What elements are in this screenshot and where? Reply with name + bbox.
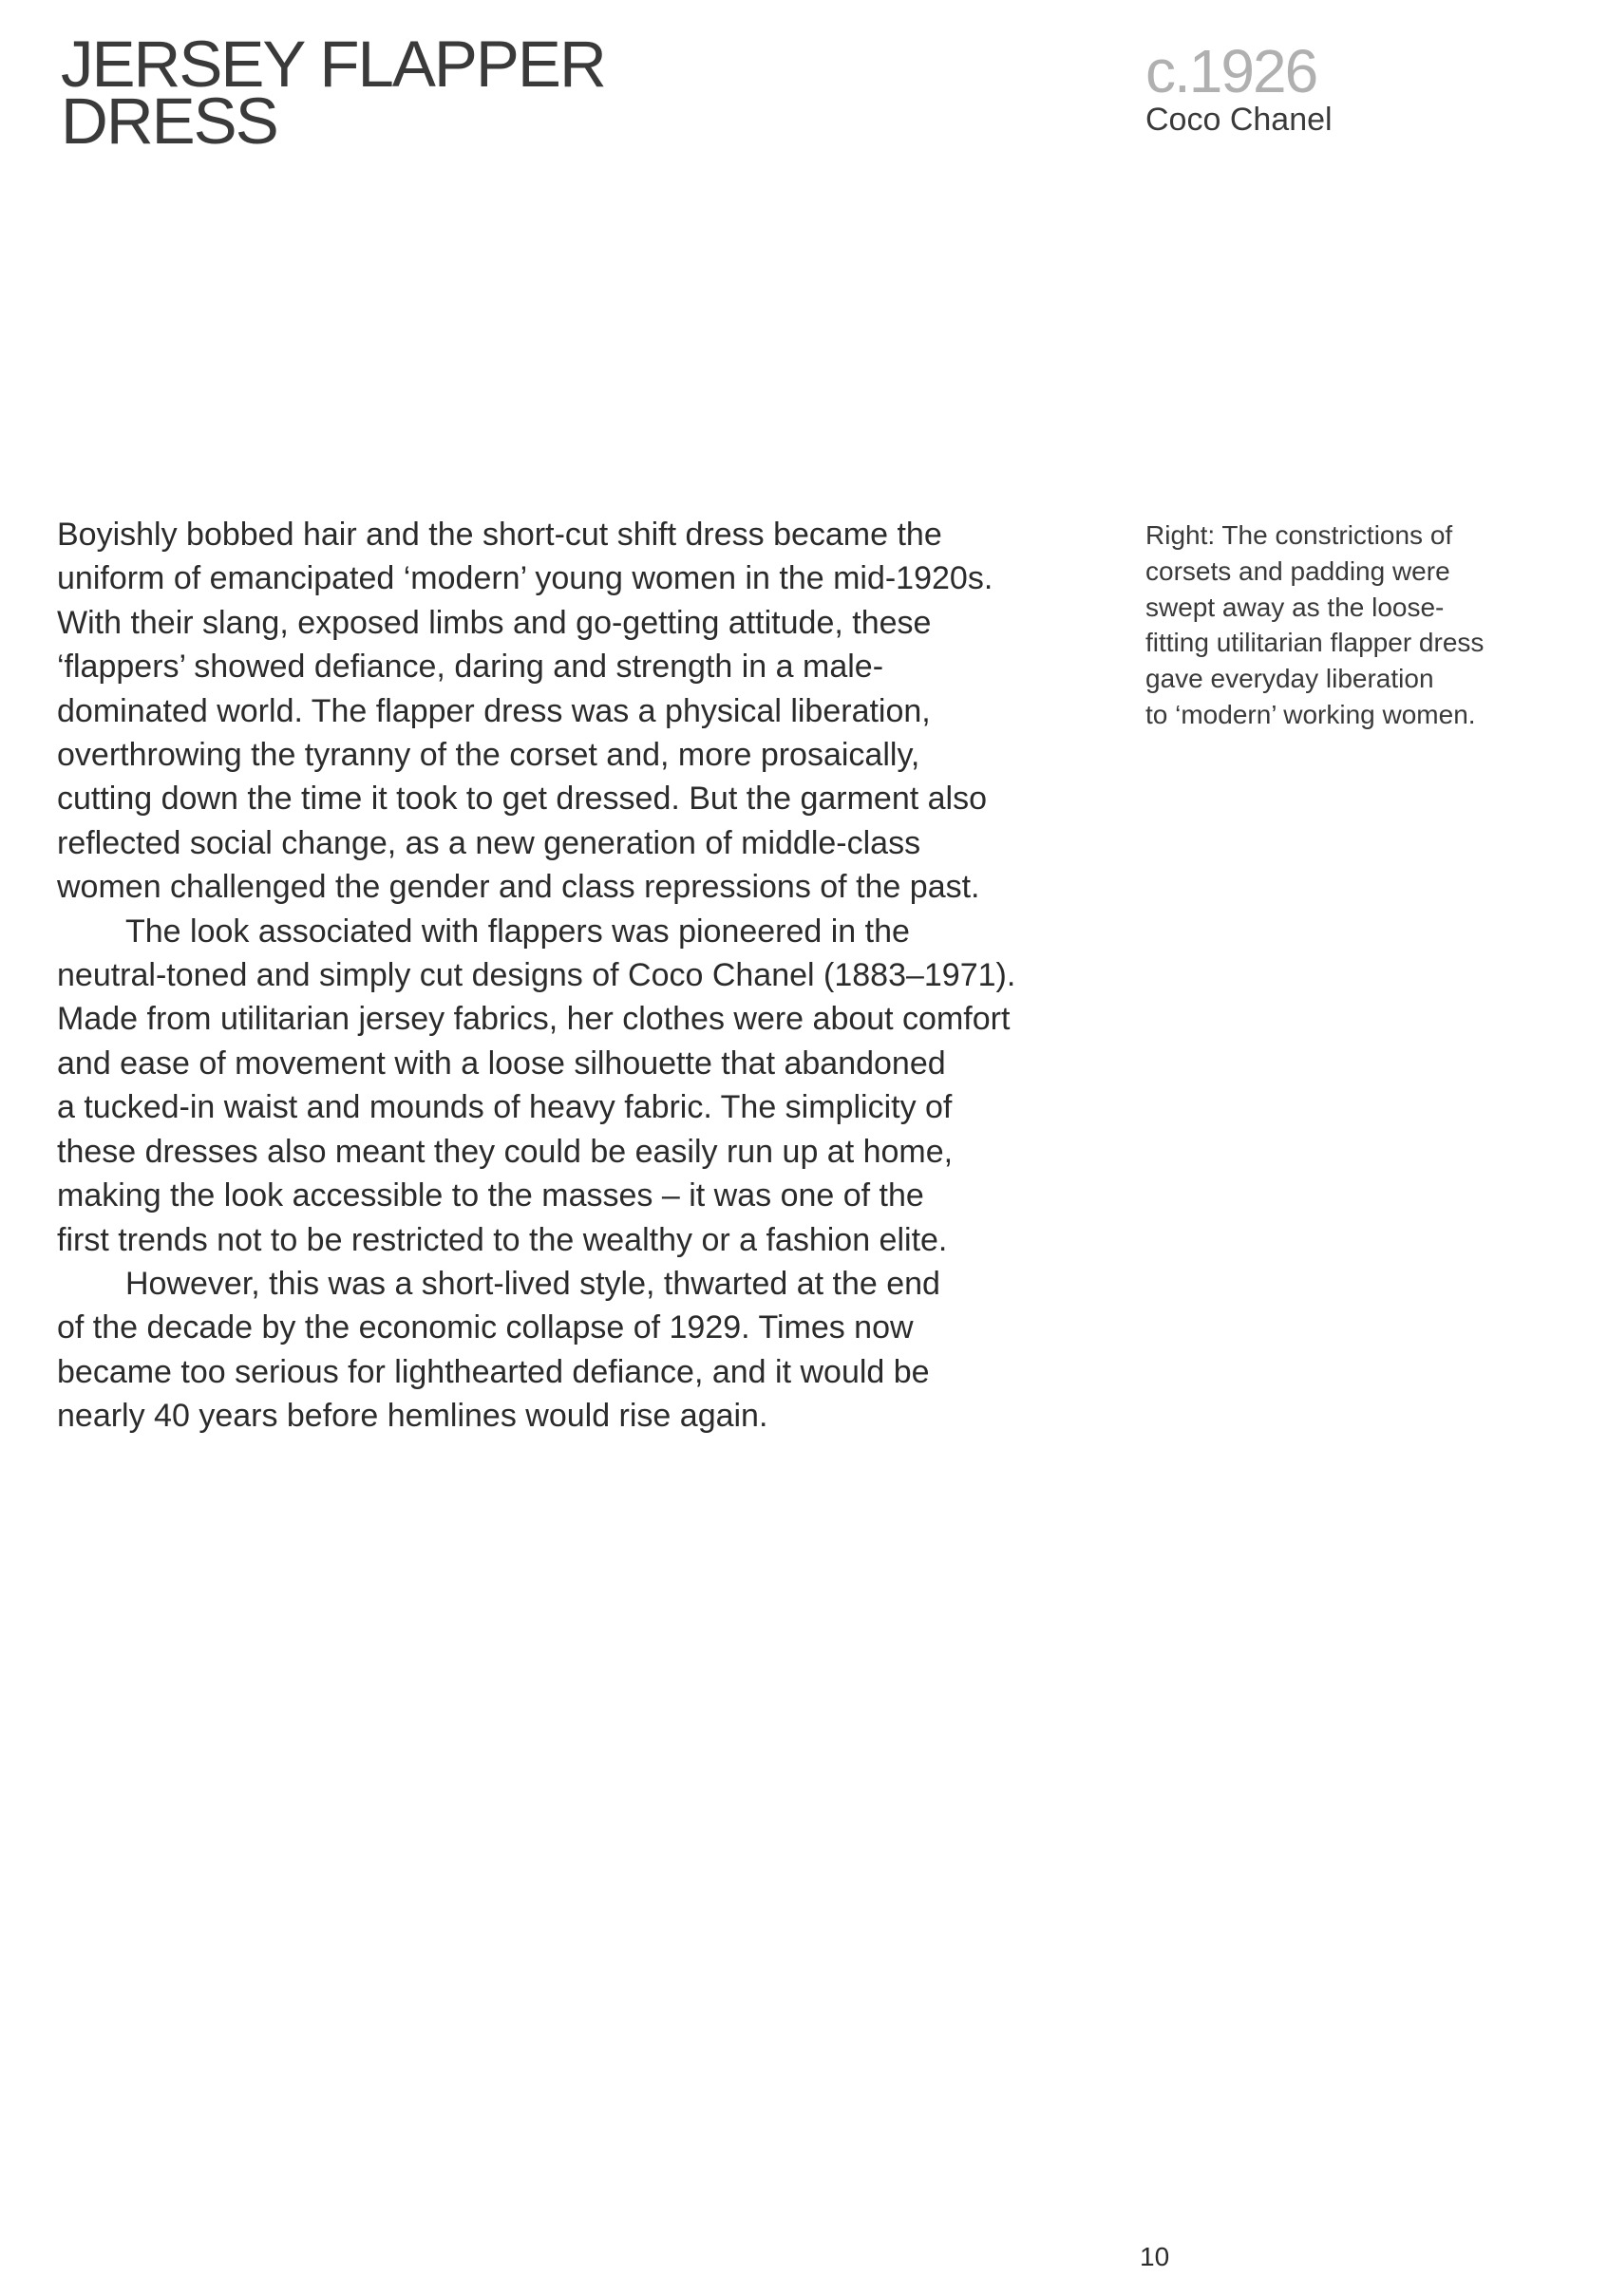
paragraph bbox=[57, 910, 1102, 1262]
text-line: ‘flappers’ showed defiance, daring and strength in a male- bbox=[57, 649, 884, 686]
text-line: dominated world. The flapper dress was a physical liberation, bbox=[57, 692, 931, 729]
designer-name: Coco Chanel bbox=[1145, 102, 1333, 138]
text-line: first trends not to be restricted to the wealthy or a fashion elite. bbox=[57, 1221, 948, 1258]
paragraph bbox=[57, 1262, 1102, 1439]
text-line: these dresses also meant they could be easily run up at home, bbox=[57, 1133, 954, 1170]
page-title bbox=[61, 28, 745, 158]
title-line: DRESS bbox=[61, 85, 277, 158]
date-label: c.1926 bbox=[1145, 37, 1317, 105]
text-line: a tucked-in waist and mounds of heavy fabric. The simplicity of bbox=[57, 1089, 953, 1126]
caption-line: Right: The constrictions of bbox=[1145, 520, 1453, 550]
text-line: Boyishly bobbed hair and the short-cut shift dress became the bbox=[57, 517, 942, 553]
text-line: With their slang, exposed limbs and go-getting attitude, these bbox=[57, 604, 932, 641]
text-line: uniform of emancipated ‘modern’ young women in the mid-1920s. bbox=[57, 560, 993, 597]
text-line: overthrowing the tyranny of the corset and, more prosaically, bbox=[57, 737, 920, 774]
text-line: cutting down the time it took to get dressed. But the garment also bbox=[57, 781, 987, 818]
text-line: However, this was a short-lived style, thwarted at the end bbox=[125, 1265, 940, 1302]
text-line: Made from utilitarian jersey fabrics, her clothes were about comfort bbox=[57, 1001, 1011, 1038]
text-line: became too serious for lighthearted defiance, and it would be bbox=[57, 1353, 930, 1390]
text-line: reflected social change, as a new generation of middle-class bbox=[57, 824, 921, 861]
page-number: 10 bbox=[1140, 2242, 1170, 2271]
text-line: making the look accessible to the masses – it was one of the bbox=[57, 1177, 924, 1214]
title-line: JERSEY FLAPPER bbox=[61, 28, 605, 101]
text-line: nearly 40 years before hemlines would rise again. bbox=[57, 1398, 768, 1435]
caption-line: swept away as the loose- bbox=[1145, 592, 1445, 622]
text-line: of the decade by the economic collapse of 1929. Times now bbox=[57, 1309, 914, 1346]
text-line: women challenged the gender and class repressions of the past. bbox=[57, 869, 980, 906]
paragraph bbox=[57, 513, 1102, 910]
text-line: The look associated with flappers was pioneered in the bbox=[125, 913, 910, 950]
caption-line: gave everyday liberation bbox=[1145, 664, 1434, 694]
caption-line: to ‘modern’ working women. bbox=[1145, 699, 1476, 729]
image-caption bbox=[1145, 518, 1544, 733]
caption-line: corsets and padding were bbox=[1145, 555, 1450, 586]
body-text bbox=[57, 513, 1102, 1439]
text-line: neutral-toned and simply cut designs of Coco Chanel (1883–1971). bbox=[57, 957, 1016, 994]
caption-line: fitting utilitarian flapper dress bbox=[1145, 628, 1485, 658]
text-line: and ease of movement with a loose silhouette that abandoned bbox=[57, 1044, 946, 1082]
